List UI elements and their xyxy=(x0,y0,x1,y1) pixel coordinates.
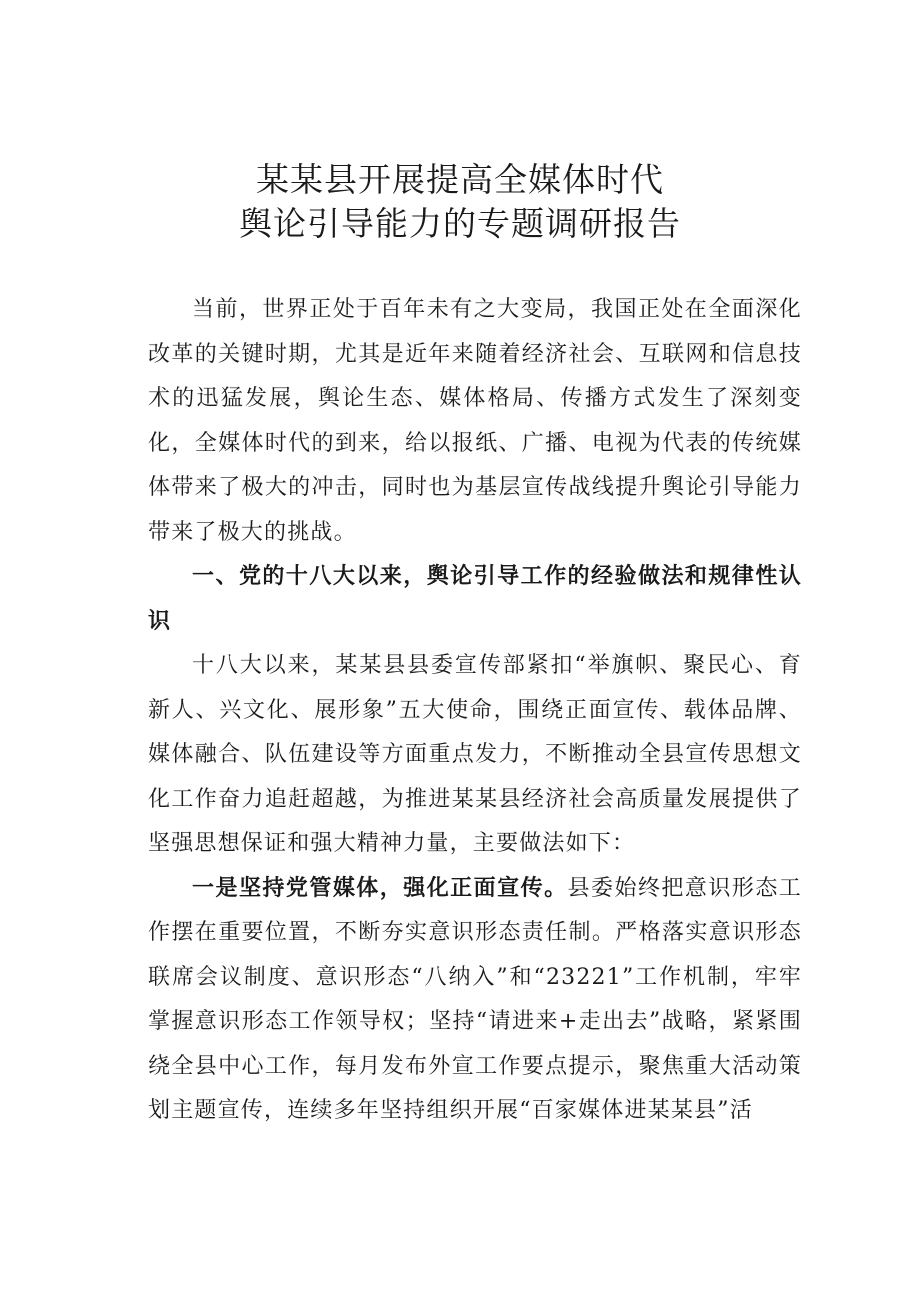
intro-paragraph: 当前，世界正处于百年未有之大变局，我国正处在全面深化改革的关键时期，尤其是近年来随着经济社会、互联网和信息技术的迅猛发展，舆论生态、媒体格局、传播方式发生了深刻变化，全媒体时代的到来，给以报纸、广播、电视为代表的传统媒体带来了极大的冲击，同时也为基层宣传战线提升舆论引导能力带来了极大的挑战。 xyxy=(148,297,802,545)
body-paragraph-point-1 xyxy=(148,867,802,1134)
body-paragraph: 十八大以来，某某县县委宣传部紧扣“举旗帜、聚民心、育新人、兴文化、展形象”五大使命，围绕正面宣传、载体品牌、媒体融合、队伍建设等方面重点发力，不断推动全县宣传思想文化工作奋力追赶超越，为推进某某县经济社会高质量发展提供了坚强思想保证和强大精神力量，主要做法如下： xyxy=(148,653,802,856)
point-1-lead: 一是坚持党管媒体，强化正面宣传。 xyxy=(192,875,568,901)
point-1-text: 县委始终把意识形态工作摆在重要位置，不断夯实意识形态责任制。严格落实意识形态联席会议制度、意识形态“八纳入”和“23221”工作机制，牢牢掌握意识形态工作领导权；坚持“请进来+走出去”战略，紧紧围绕全县中心工作，每月发布外宣工作要点提示，聚焦重大活动策划主题宣传，连续多年坚持组织开展“百家媒体进某某县”活 xyxy=(148,875,802,1123)
section-heading: 一、党的十八大以来，舆论引导工作的经验做法和规律性认识 xyxy=(148,564,802,634)
document-title-line-2: 舆论引导能力的专题调研报告 xyxy=(239,204,681,243)
document-body xyxy=(148,288,802,1134)
document-title-line-1: 某某县开展提高全媒体时代 xyxy=(256,160,664,199)
